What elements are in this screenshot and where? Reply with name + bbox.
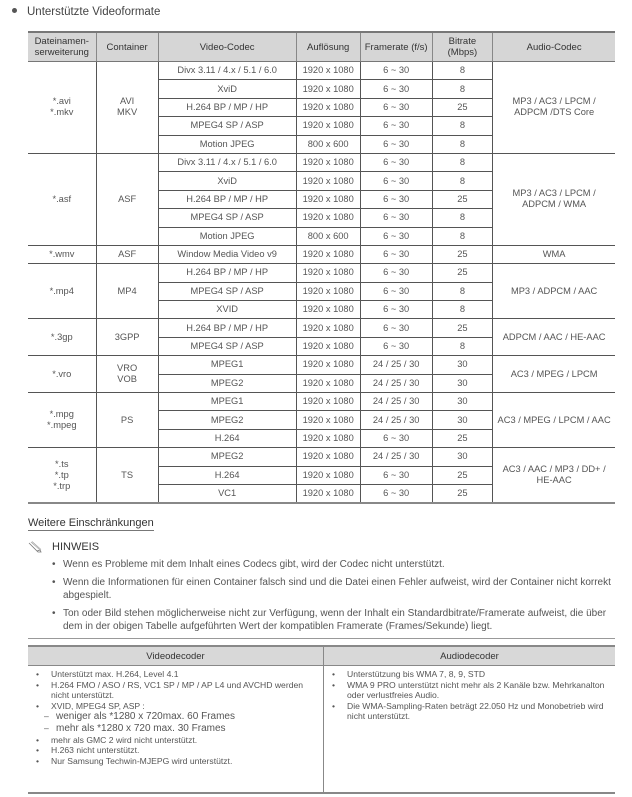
audio-codec-cell (493, 245, 615, 263)
framerate-cell: 6 ~ 30 (360, 190, 432, 208)
extension-cell-line: *.mp4 (49, 285, 74, 296)
extension-cell-line: *.3gp (50, 331, 73, 342)
framerate-cell: 6 ~ 30 (360, 209, 432, 227)
decoder-item-text: Nur Samsung Techwin-MJEPG wird unterstützt. (51, 755, 233, 766)
resolution-cell: 1920 x 1080 (296, 209, 360, 227)
bitrate-cell: 30 (432, 448, 493, 466)
container-cell (96, 356, 158, 393)
note-item: • Ton oder Bild stehen möglicherweise nicht zur Verfügung, wenn der Inhalt ein Standardbitrate/Framerate aufweist, die über dem in der obigen Tabelle aufgeführten Wert der kompatiblen Framerate (Frames/Sekunde) liegt. (52, 607, 622, 633)
audio-codec-cell-line: HE-AAC (536, 475, 572, 486)
resolution-cell: 800 x 600 (296, 227, 360, 245)
audio-codec-cell-line: ADPCM / WMA (522, 199, 587, 210)
video-codec-cell: MPEG2 (158, 448, 296, 466)
extension-cell-line: *.wmv (49, 249, 75, 260)
framerate-cell: 6 ~ 30 (360, 245, 432, 263)
divider (28, 638, 615, 639)
container-cell (96, 319, 158, 356)
video-decoder-header: Videodecoder (28, 646, 324, 666)
resolution-cell: 1920 x 1080 (296, 264, 360, 282)
table-row (28, 264, 615, 282)
video-codec-cell: MPEG2 (158, 411, 296, 429)
table-row (28, 153, 615, 171)
framerate-cell: 6 ~ 30 (360, 337, 432, 355)
col-header-framerate: Framerate (f/s) (360, 32, 432, 62)
resolution-cell: 1920 x 1080 (296, 190, 360, 208)
decoder-item-text: Die WMA-Sampling-Raten beträgt 22.050 Hz und Monobetrieb wird nicht unterstützt. (347, 700, 604, 722)
container-cell-line: MKV (117, 107, 138, 118)
audio-codec-cell (493, 319, 615, 356)
decoder-item-text: H.263 nicht unterstützt. (51, 745, 140, 756)
framerate-cell: 6 ~ 30 (360, 484, 432, 503)
decoder-body-row (28, 666, 615, 794)
note-item: • Wenn die Informationen für einen Container falsch sind und die Datei einen Fehler aufweist, wird der Container nicht korrekt abgespielt. (52, 576, 622, 602)
container-cell-line: AVI (119, 96, 135, 107)
resolution-cell: 1920 x 1080 (296, 117, 360, 135)
decoder-header-row (28, 646, 615, 666)
extension-cell-line: *.mkv (50, 107, 74, 118)
container-cell (96, 62, 158, 154)
container-cell (96, 245, 158, 263)
audio-codec-cell (493, 393, 615, 448)
video-codec-cell: VC1 (158, 484, 296, 503)
resolution-cell: 1920 x 1080 (296, 98, 360, 116)
framerate-cell: 6 ~ 30 (360, 153, 432, 171)
framerate-cell: 6 ~ 30 (360, 301, 432, 319)
extension-cell-line: *.trp (53, 480, 71, 491)
video-codec-cell: XviD (158, 172, 296, 190)
extension-cell (28, 393, 96, 448)
framerate-cell: 24 / 25 / 30 (360, 448, 432, 466)
extension-cell (28, 153, 96, 245)
video-codec-cell: H.264 BP / MP / HP (158, 98, 296, 116)
table-row (28, 448, 615, 466)
extension-cell-line: *.ts (55, 458, 69, 469)
section-heading (12, 6, 160, 18)
resolution-cell: 1920 x 1080 (296, 374, 360, 392)
audio-codec-cell-line: ADPCM / AAC / HE-AAC (502, 331, 606, 342)
video-formats-table (28, 31, 615, 504)
container-cell-line: MP4 (117, 285, 137, 296)
resolution-cell: 1920 x 1080 (296, 337, 360, 355)
header-text: serweiterung (34, 47, 89, 58)
video-codec-cell: H.264 BP / MP / HP (158, 190, 296, 208)
framerate-cell: 24 / 25 / 30 (360, 356, 432, 374)
col-header-extension (28, 32, 96, 62)
table-row (28, 319, 615, 337)
resolution-cell: 1920 x 1080 (296, 282, 360, 300)
audio-decoder-cell (324, 666, 616, 794)
restrictions-title: Weitere Einschränkungen (28, 517, 154, 529)
bitrate-cell: 25 (432, 466, 493, 484)
bitrate-cell: 8 (432, 209, 493, 227)
resolution-cell: 1920 x 1080 (296, 484, 360, 503)
note-label: HINWEIS (52, 541, 100, 553)
video-codec-cell: H.264 (158, 429, 296, 447)
header-text: Bitrate (448, 36, 477, 47)
container-cell-line: TS (121, 469, 134, 480)
decoder-item (34, 711, 317, 723)
decoder-item-text: Unterstützung bis WMA 7, 8, 9, STD (347, 669, 486, 679)
video-codec-cell: MPEG2 (158, 374, 296, 392)
video-codec-cell: Motion JPEG (158, 135, 296, 153)
resolution-cell: 1920 x 1080 (296, 62, 360, 80)
extension-cell-line: *.mpeg (47, 420, 77, 431)
bitrate-cell: 8 (432, 135, 493, 153)
audio-codec-cell-line: MP3 / AC3 / LPCM / (512, 96, 596, 107)
video-codec-cell: XviD (158, 80, 296, 98)
container-cell-line: PS (120, 414, 134, 425)
decoder-item (330, 701, 609, 722)
decoder-item-text: XVID, MPEG4 SP, ASP : (51, 700, 145, 711)
resolution-cell: 1920 x 1080 (296, 448, 360, 466)
extension-cell (28, 245, 96, 263)
bitrate-cell: 8 (432, 80, 493, 98)
note-heading (28, 541, 99, 553)
resolution-cell: 1920 x 1080 (296, 245, 360, 263)
bitrate-cell: 8 (432, 153, 493, 171)
extension-cell (28, 62, 96, 154)
bitrate-cell: 25 (432, 245, 493, 263)
video-codec-cell: MPEG4 SP / ASP (158, 337, 296, 355)
bitrate-cell: 25 (432, 264, 493, 282)
framerate-cell: 6 ~ 30 (360, 282, 432, 300)
note-list (52, 558, 622, 638)
decoder-item (34, 735, 317, 746)
pencil-note-icon (28, 541, 44, 553)
col-header-container: Container (96, 32, 158, 62)
bitrate-cell: 30 (432, 411, 493, 429)
resolution-cell: 1920 x 1080 (296, 80, 360, 98)
framerate-cell: 6 ~ 30 (360, 80, 432, 98)
framerate-cell: 6 ~ 30 (360, 264, 432, 282)
framerate-cell: 6 ~ 30 (360, 117, 432, 135)
bitrate-cell: 8 (432, 227, 493, 245)
video-codec-cell: Divx 3.11 / 4.x / 5.1 / 6.0 (158, 62, 296, 80)
decoder-item (34, 723, 317, 735)
audio-codec-cell (493, 153, 615, 245)
decoder-item (34, 669, 317, 680)
extension-cell (28, 356, 96, 393)
col-header-resolution: Auflösung (296, 32, 360, 62)
video-codec-cell: Window Media Video v9 (158, 245, 296, 263)
note-item: • Wenn es Probleme mit dem Inhalt eines Codecs gibt, wird der Codec nicht unterstützt. (52, 558, 622, 571)
framerate-cell: 6 ~ 30 (360, 98, 432, 116)
bitrate-cell: 8 (432, 62, 493, 80)
extension-cell-line: *.mpg (49, 409, 74, 420)
extension-cell (28, 319, 96, 356)
bitrate-cell: 8 (432, 282, 493, 300)
extension-cell-line: *.vro (52, 368, 72, 379)
container-cell-line: VOB (117, 374, 137, 385)
audio-codec-cell-line: AC3 / MPEG / LPCM / AAC (497, 414, 611, 425)
bitrate-cell: 25 (432, 190, 493, 208)
bitrate-cell: 8 (432, 301, 493, 319)
container-cell (96, 153, 158, 245)
video-codec-cell: MPEG4 SP / ASP (158, 117, 296, 135)
framerate-cell: 6 ~ 30 (360, 62, 432, 80)
video-codec-cell: H.264 BP / MP / HP (158, 264, 296, 282)
header-text: (Mbps) (447, 47, 478, 58)
audio-codec-cell-line: MP3 / AC3 / LPCM / (512, 188, 596, 199)
container-cell (96, 264, 158, 319)
audio-codec-cell (493, 264, 615, 319)
resolution-cell: 1920 x 1080 (296, 356, 360, 374)
bitrate-cell: 8 (432, 172, 493, 190)
extension-cell-line: *.tp (54, 469, 69, 480)
table-row (28, 62, 615, 80)
resolution-cell: 1920 x 1080 (296, 153, 360, 171)
bitrate-cell: 25 (432, 484, 493, 503)
bitrate-cell: 8 (432, 337, 493, 355)
decoder-item (34, 680, 317, 701)
decoder-item-text: mehr als GMC 2 wird nicht unterstützt. (51, 734, 198, 745)
col-header-audio-codec: Audio-Codec (493, 32, 615, 62)
framerate-cell: 24 / 25 / 30 (360, 411, 432, 429)
decoder-item (34, 745, 317, 756)
framerate-cell: 6 ~ 30 (360, 227, 432, 245)
video-codec-cell: H.264 (158, 466, 296, 484)
framerate-cell: 6 ~ 30 (360, 319, 432, 337)
bitrate-cell: 25 (432, 319, 493, 337)
video-decoder-cell (28, 666, 324, 794)
decoder-item-text: Unterstützt max. H.264, Level 4.1 (51, 669, 179, 679)
container-cell-line: ASF (118, 193, 137, 204)
framerate-cell: 6 ~ 30 (360, 135, 432, 153)
framerate-cell: 24 / 25 / 30 (360, 374, 432, 392)
bullet-icon (12, 8, 17, 13)
decoder-table (28, 645, 615, 794)
bitrate-cell: 30 (432, 374, 493, 392)
decoder-item-text: H.264 FMO / ASO / RS, VC1 SP / MP / AP L4 und AVCHD werden nicht unterstützt. (51, 679, 304, 701)
audio-decoder-list (330, 669, 609, 722)
audio-codec-cell-line: MP3 / ADPCM / AAC (510, 285, 598, 296)
framerate-cell: 24 / 25 / 30 (360, 393, 432, 411)
resolution-cell: 1920 x 1080 (296, 172, 360, 190)
video-codec-cell: H.264 BP / MP / HP (158, 319, 296, 337)
decoder-item (330, 669, 609, 680)
decoder-item (34, 701, 317, 712)
table-row (28, 393, 615, 411)
resolution-cell: 1920 x 1080 (296, 301, 360, 319)
resolution-cell: 800 x 600 (296, 135, 360, 153)
video-decoder-list (34, 669, 317, 766)
audio-codec-cell-line: WMA (542, 249, 566, 260)
table-row (28, 245, 615, 263)
table-header-row (28, 32, 615, 62)
container-cell-line: ASF (118, 249, 137, 260)
audio-codec-cell-line: AC3 / AAC / MP3 / DD+ / (502, 464, 606, 475)
extension-cell-line: *.asf (52, 193, 72, 204)
framerate-cell: 6 ~ 30 (360, 429, 432, 447)
video-codec-cell: MPEG1 (158, 356, 296, 374)
audio-codec-cell-line: ADPCM /DTS Core (514, 107, 595, 118)
decoder-item (34, 756, 317, 767)
resolution-cell: 1920 x 1080 (296, 429, 360, 447)
framerate-cell: 6 ~ 30 (360, 172, 432, 190)
audio-codec-cell (493, 356, 615, 393)
container-cell-line: VRO (117, 363, 138, 374)
decoder-item-text: WMA 9 PRO unterstützt nicht mehr als 2 Kanäle bzw. Mehrkanalton oder verlustfreies Audio. (347, 679, 605, 701)
video-codec-cell: Divx 3.11 / 4.x / 5.1 / 6.0 (158, 153, 296, 171)
container-cell (96, 393, 158, 448)
decoder-item-text: mehr als *1280 x 720 max. 30 Frames (56, 722, 226, 734)
audio-codec-cell-line: AC3 / MPEG / LPCM (510, 368, 598, 379)
extension-cell (28, 264, 96, 319)
col-header-bitrate (432, 32, 493, 62)
table-row (28, 356, 615, 374)
section-heading-text: Unterstützte Videoformate (27, 6, 161, 18)
bitrate-cell: 30 (432, 356, 493, 374)
video-codec-cell: MPEG4 SP / ASP (158, 282, 296, 300)
extension-cell-line: *.avi (52, 96, 71, 107)
bitrate-cell: 25 (432, 98, 493, 116)
bitrate-cell: 8 (432, 117, 493, 135)
audio-codec-cell (493, 62, 615, 154)
header-text: Dateinamen- (34, 36, 89, 47)
audio-decoder-header: Audiodecoder (324, 646, 616, 666)
video-codec-cell: MPEG1 (158, 393, 296, 411)
video-codec-cell: MPEG4 SP / ASP (158, 209, 296, 227)
video-codec-cell: XVID (158, 301, 296, 319)
bitrate-cell: 25 (432, 429, 493, 447)
resolution-cell: 1920 x 1080 (296, 393, 360, 411)
resolution-cell: 1920 x 1080 (296, 466, 360, 484)
container-cell-line: 3GPP (114, 331, 140, 342)
video-codec-cell: Motion JPEG (158, 227, 296, 245)
container-cell (96, 448, 158, 504)
framerate-cell: 6 ~ 30 (360, 466, 432, 484)
resolution-cell: 1920 x 1080 (296, 411, 360, 429)
bitrate-cell: 30 (432, 393, 493, 411)
extension-cell (28, 448, 96, 504)
audio-codec-cell (493, 448, 615, 504)
resolution-cell: 1920 x 1080 (296, 319, 360, 337)
decoder-item (330, 680, 609, 701)
decoder-item-text: weniger als *1280 x 720max. 60 Frames (56, 711, 235, 723)
col-header-video-codec: Video-Codec (158, 32, 296, 62)
